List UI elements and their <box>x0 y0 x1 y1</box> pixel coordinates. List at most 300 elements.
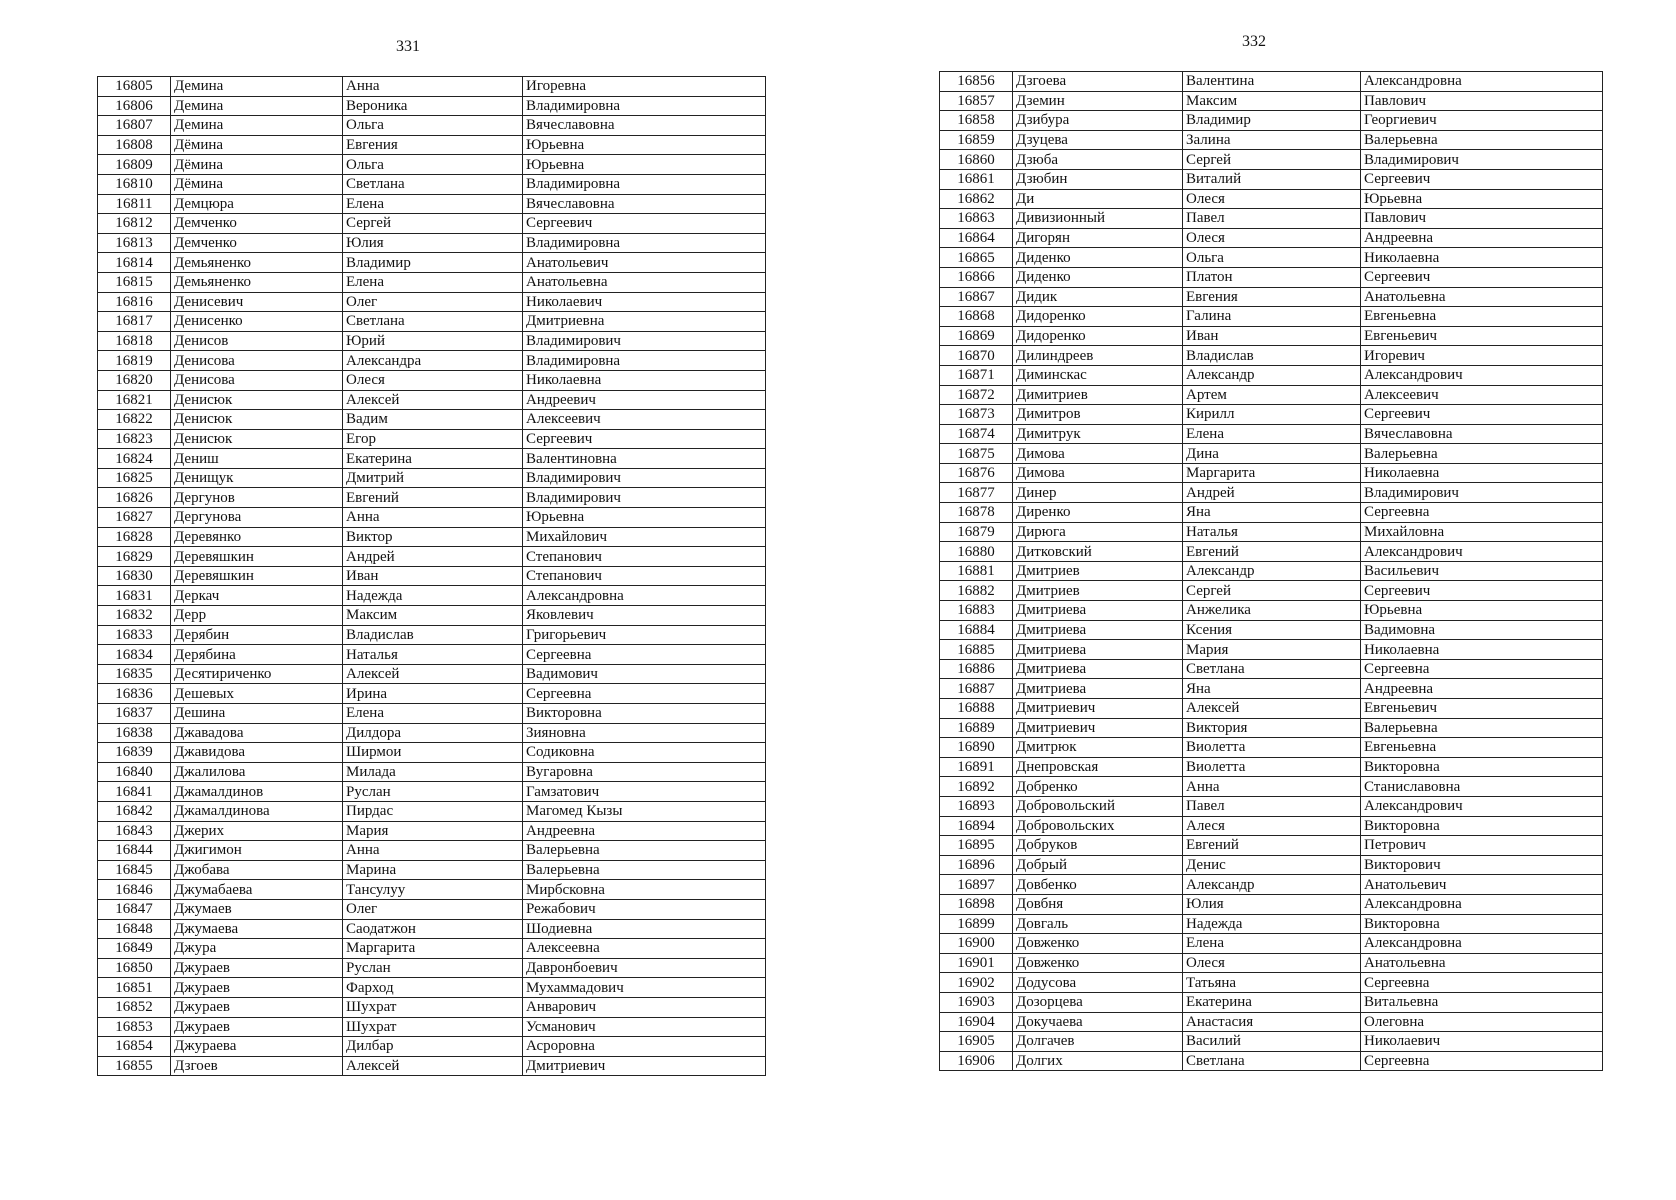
surname-cell: Дергунова <box>171 508 343 528</box>
patronymic-cell: Владимировна <box>523 96 766 116</box>
table-row <box>98 96 766 116</box>
patronymic-cell: Владимирович <box>523 488 766 508</box>
table-row <box>98 429 766 449</box>
surname-cell: Димитров <box>1013 405 1183 425</box>
entry-number-cell: 16822 <box>98 410 171 430</box>
surname-cell: Довбня <box>1013 894 1183 914</box>
entry-number-cell: 16816 <box>98 292 171 312</box>
given-name-cell: Анна <box>343 77 523 97</box>
surname-cell: Джумаев <box>171 899 343 919</box>
entry-number-cell: 16809 <box>98 155 171 175</box>
entry-number-cell: 16889 <box>940 718 1013 738</box>
surname-cell: Денисевич <box>171 292 343 312</box>
surname-cell: Дземин <box>1013 91 1183 111</box>
patronymic-cell: Станиславовна <box>1361 777 1603 797</box>
table-row <box>940 973 1603 993</box>
patronymic-cell: Анварович <box>523 997 766 1017</box>
patronymic-cell: Юрьевна <box>523 135 766 155</box>
given-name-cell: Павел <box>1183 209 1361 229</box>
given-name-cell: Евгений <box>1183 542 1361 562</box>
surname-cell: Диренко <box>1013 503 1183 523</box>
given-name-cell: Маргарита <box>343 939 523 959</box>
patronymic-cell: Мухаммадович <box>523 978 766 998</box>
entry-number-cell: 16834 <box>98 645 171 665</box>
patronymic-cell: Валерьевна <box>523 841 766 861</box>
surname-cell: Джобава <box>171 860 343 880</box>
entry-number-cell: 16870 <box>940 346 1013 366</box>
patronymic-cell: Николаевич <box>1361 1032 1603 1052</box>
entry-number-cell: 16838 <box>98 723 171 743</box>
surname-cell: Димитрук <box>1013 424 1183 444</box>
patronymic-cell: Валерьевна <box>1361 130 1603 150</box>
surname-cell: Дешевых <box>171 684 343 704</box>
entry-number-cell: 16901 <box>940 953 1013 973</box>
patronymic-cell: Владимировна <box>523 174 766 194</box>
given-name-cell: Алеся <box>1183 816 1361 836</box>
entry-number-cell: 16820 <box>98 370 171 390</box>
surname-cell: Дивизионный <box>1013 209 1183 229</box>
patronymic-cell: Юрьевна <box>523 155 766 175</box>
patronymic-cell: Владимирович <box>1361 150 1603 170</box>
surname-cell: Денисова <box>171 351 343 371</box>
surname-cell: Дёмина <box>171 174 343 194</box>
entry-number-cell: 16897 <box>940 875 1013 895</box>
table-row <box>98 997 766 1017</box>
entry-number-cell: 16886 <box>940 659 1013 679</box>
given-name-cell: Иван <box>1183 326 1361 346</box>
entry-number-cell: 16819 <box>98 351 171 371</box>
given-name-cell: Олег <box>343 899 523 919</box>
patronymic-cell: Евгеньевич <box>1361 699 1603 719</box>
surname-cell: Долгих <box>1013 1051 1183 1071</box>
patronymic-cell: Дмитриевич <box>523 1056 766 1076</box>
given-name-cell: Платон <box>1183 267 1361 287</box>
surname-cell: Димова <box>1013 444 1183 464</box>
surname-cell: Демина <box>171 116 343 136</box>
entry-number-cell: 16811 <box>98 194 171 214</box>
given-name-cell: Олеся <box>1183 228 1361 248</box>
patronymic-cell: Усманович <box>523 1017 766 1037</box>
given-name-cell: Александра <box>343 351 523 371</box>
patronymic-cell: Александровна <box>1361 72 1603 92</box>
given-name-cell: Мария <box>343 821 523 841</box>
table-row <box>940 522 1603 542</box>
entry-number-cell: 16900 <box>940 934 1013 954</box>
table-row <box>940 855 1603 875</box>
table-row <box>940 365 1603 385</box>
patronymic-cell: Сергеевич <box>1361 405 1603 425</box>
given-name-cell: Мария <box>1183 640 1361 660</box>
entry-number-cell: 16851 <box>98 978 171 998</box>
entry-number-cell: 16878 <box>940 503 1013 523</box>
surname-cell: Довженко <box>1013 953 1183 973</box>
table-row <box>940 934 1603 954</box>
given-name-cell: Залина <box>1183 130 1361 150</box>
patronymic-cell: Мирбсковна <box>523 880 766 900</box>
given-name-cell: Владимир <box>343 253 523 273</box>
given-name-cell: Наталья <box>343 645 523 665</box>
table-row <box>98 743 766 763</box>
table-row <box>940 346 1603 366</box>
patronymic-cell: Анатольевич <box>1361 875 1603 895</box>
table-row <box>98 488 766 508</box>
entry-number-cell: 16823 <box>98 429 171 449</box>
given-name-cell: Денис <box>1183 855 1361 875</box>
table-row <box>98 312 766 332</box>
patronymic-cell: Сергеевна <box>1361 1051 1603 1071</box>
entry-number-cell: 16857 <box>940 91 1013 111</box>
patronymic-cell: Зияновна <box>523 723 766 743</box>
entry-number-cell: 16896 <box>940 855 1013 875</box>
table-row <box>98 684 766 704</box>
surname-cell: Дмитриев <box>1013 581 1183 601</box>
table-row <box>98 449 766 469</box>
table-row <box>98 116 766 136</box>
table-row <box>940 169 1603 189</box>
surname-cell: Десятириченко <box>171 664 343 684</box>
table-row <box>98 625 766 645</box>
table-row <box>940 287 1603 307</box>
given-name-cell: Руслан <box>343 782 523 802</box>
given-name-cell: Светлана <box>343 312 523 332</box>
table-row <box>940 640 1603 660</box>
entry-number-cell: 16885 <box>940 640 1013 660</box>
table-row <box>940 91 1603 111</box>
given-name-cell: Олеся <box>1183 189 1361 209</box>
surname-cell: Деревянко <box>171 527 343 547</box>
entry-number-cell: 16807 <box>98 116 171 136</box>
patronymic-cell: Алексеевич <box>523 410 766 430</box>
patronymic-cell: Андреевна <box>1361 228 1603 248</box>
entry-number-cell: 16902 <box>940 973 1013 993</box>
entry-number-cell: 16850 <box>98 958 171 978</box>
table-row <box>940 1032 1603 1052</box>
entry-number-cell: 16812 <box>98 214 171 234</box>
patronymic-cell: Олеговна <box>1361 1012 1603 1032</box>
table-row <box>940 718 1603 738</box>
entry-number-cell: 16848 <box>98 919 171 939</box>
patronymic-cell: Магомед Кызы <box>523 801 766 821</box>
given-name-cell: Сергей <box>343 214 523 234</box>
surname-cell: Довбенко <box>1013 875 1183 895</box>
table-row <box>940 405 1603 425</box>
patronymic-cell: Евгеньевна <box>1361 738 1603 758</box>
given-name-cell: Василий <box>1183 1032 1361 1052</box>
table-row <box>98 370 766 390</box>
surname-cell: Довгаль <box>1013 914 1183 934</box>
table-row <box>98 468 766 488</box>
table-row <box>940 189 1603 209</box>
given-name-cell: Светлана <box>1183 1051 1361 1071</box>
surname-cell: Джигимон <box>171 841 343 861</box>
patronymic-cell: Сергеевич <box>1361 267 1603 287</box>
surname-cell: Дерр <box>171 606 343 626</box>
table-row <box>940 894 1603 914</box>
patronymic-cell: Валерьевна <box>1361 718 1603 738</box>
patronymic-cell: Давронбоевич <box>523 958 766 978</box>
patronymic-cell: Гамзатович <box>523 782 766 802</box>
patronymic-cell: Алексеевна <box>523 939 766 959</box>
table-row <box>98 880 766 900</box>
surname-cell: Дмитриева <box>1013 601 1183 621</box>
surname-cell: Джумабаева <box>171 880 343 900</box>
patronymic-cell: Михайловна <box>1361 522 1603 542</box>
surname-cell: Дзгоева <box>1013 72 1183 92</box>
given-name-cell: Екатерина <box>1183 992 1361 1012</box>
table-row <box>940 326 1603 346</box>
table-row <box>98 939 766 959</box>
entry-number-cell: 16868 <box>940 307 1013 327</box>
entry-number-cell: 16862 <box>940 189 1013 209</box>
patronymic-cell: Николаевна <box>1361 640 1603 660</box>
patronymic-cell: Андреевна <box>1361 679 1603 699</box>
patronymic-cell: Сергеевич <box>1361 169 1603 189</box>
surname-cell: Дёмина <box>171 155 343 175</box>
given-name-cell: Олег <box>343 292 523 312</box>
surname-cell: Джалилова <box>171 762 343 782</box>
table-row <box>940 757 1603 777</box>
table-row <box>98 331 766 351</box>
given-name-cell: Кирилл <box>1183 405 1361 425</box>
patronymic-cell: Сергеевна <box>523 645 766 665</box>
patronymic-cell: Андреевич <box>523 390 766 410</box>
patronymic-cell: Владимировна <box>523 233 766 253</box>
patronymic-cell: Сергеевич <box>523 429 766 449</box>
surname-cell: Дмитриевич <box>1013 699 1183 719</box>
given-name-cell: Шухрат <box>343 1017 523 1037</box>
table-row <box>98 958 766 978</box>
given-name-cell: Саодатжон <box>343 919 523 939</box>
entry-number-cell: 16844 <box>98 841 171 861</box>
table-row <box>940 620 1603 640</box>
patronymic-cell: Павлович <box>1361 91 1603 111</box>
table-row <box>940 581 1603 601</box>
entry-number-cell: 16852 <box>98 997 171 1017</box>
surname-cell: Деревяшкин <box>171 566 343 586</box>
patronymic-cell: Евгеньевна <box>1361 307 1603 327</box>
patronymic-cell: Павлович <box>1361 209 1603 229</box>
entry-number-cell: 16863 <box>940 209 1013 229</box>
given-name-cell: Виталий <box>1183 169 1361 189</box>
given-name-cell: Руслан <box>343 958 523 978</box>
table-row <box>940 463 1603 483</box>
given-name-cell: Сергей <box>1183 150 1361 170</box>
surname-cell: Денисюк <box>171 390 343 410</box>
table-row <box>940 385 1603 405</box>
patronymic-cell: Валерьевна <box>1361 444 1603 464</box>
entry-number-cell: 16814 <box>98 253 171 273</box>
table-row <box>940 228 1603 248</box>
table-row <box>940 130 1603 150</box>
surname-cell: Денисюк <box>171 429 343 449</box>
patronymic-cell: Владимирович <box>523 331 766 351</box>
given-name-cell: Дилдора <box>343 723 523 743</box>
entry-number-cell: 16905 <box>940 1032 1013 1052</box>
table-row <box>98 664 766 684</box>
surname-cell: Джураев <box>171 978 343 998</box>
patronymic-cell: Дмитриевна <box>523 312 766 332</box>
surname-cell: Диденко <box>1013 267 1183 287</box>
entry-number-cell: 16876 <box>940 463 1013 483</box>
table-row <box>98 606 766 626</box>
patronymic-cell: Сергеевич <box>523 214 766 234</box>
entry-number-cell: 16845 <box>98 860 171 880</box>
table-row <box>98 351 766 371</box>
patronymic-cell: Евгеньевич <box>1361 326 1603 346</box>
entry-number-cell: 16829 <box>98 547 171 567</box>
entry-number-cell: 16891 <box>940 757 1013 777</box>
given-name-cell: Максим <box>343 606 523 626</box>
given-name-cell: Алексей <box>343 1056 523 1076</box>
entry-number-cell: 16887 <box>940 679 1013 699</box>
entry-number-cell: 16873 <box>940 405 1013 425</box>
surname-cell: Дмитриева <box>1013 659 1183 679</box>
table-row <box>940 992 1603 1012</box>
surname-cell: Джерих <box>171 821 343 841</box>
surname-cell: Добруков <box>1013 836 1183 856</box>
table-row <box>98 390 766 410</box>
table-row <box>940 111 1603 131</box>
table-row <box>940 150 1603 170</box>
patronymic-cell: Степанович <box>523 547 766 567</box>
page-number: 331 <box>396 38 420 55</box>
given-name-cell: Валентина <box>1183 72 1361 92</box>
patronymic-cell: Викторовна <box>1361 816 1603 836</box>
given-name-cell: Дилбар <box>343 1037 523 1057</box>
entry-number-cell: 16815 <box>98 272 171 292</box>
entry-number-cell: 16884 <box>940 620 1013 640</box>
surname-cell: Денисов <box>171 331 343 351</box>
patronymic-cell: Асроровна <box>523 1037 766 1057</box>
entry-number-cell: 16866 <box>940 267 1013 287</box>
surname-cell: Денищук <box>171 468 343 488</box>
surname-cell: Димитриев <box>1013 385 1183 405</box>
table-row <box>940 699 1603 719</box>
table-row <box>98 214 766 234</box>
surname-cell: Джумаева <box>171 919 343 939</box>
given-name-cell: Анна <box>1183 777 1361 797</box>
given-name-cell: Владислав <box>1183 346 1361 366</box>
patronymic-cell: Вячеславовна <box>1361 424 1603 444</box>
entry-number-cell: 16835 <box>98 664 171 684</box>
surname-cell: Дмитриева <box>1013 620 1183 640</box>
table-row <box>98 155 766 175</box>
table-row <box>940 601 1603 621</box>
given-name-cell: Елена <box>343 704 523 724</box>
entry-number-cell: 16898 <box>940 894 1013 914</box>
given-name-cell: Марина <box>343 860 523 880</box>
entry-number-cell: 16808 <box>98 135 171 155</box>
entry-number-cell: 16906 <box>940 1051 1013 1071</box>
surname-cell: Демина <box>171 77 343 97</box>
patronymic-cell: Валерьевна <box>523 860 766 880</box>
entry-number-cell: 16832 <box>98 606 171 626</box>
table-row <box>98 292 766 312</box>
patronymic-cell: Юрьевна <box>1361 189 1603 209</box>
given-name-cell: Виолетта <box>1183 738 1361 758</box>
patronymic-cell: Николаевич <box>523 292 766 312</box>
patronymic-cell: Степанович <box>523 566 766 586</box>
given-name-cell: Маргарита <box>1183 463 1361 483</box>
surname-cell: Дерябина <box>171 645 343 665</box>
given-name-cell: Юрий <box>343 331 523 351</box>
given-name-cell: Андрей <box>343 547 523 567</box>
given-name-cell: Надежда <box>343 586 523 606</box>
entry-number-cell: 16880 <box>940 542 1013 562</box>
given-name-cell: Елена <box>1183 424 1361 444</box>
given-name-cell: Вадим <box>343 410 523 430</box>
table-row <box>940 796 1603 816</box>
surname-cell: Дзюба <box>1013 150 1183 170</box>
entry-number-cell: 16849 <box>98 939 171 959</box>
surname-cell: Дмитриев <box>1013 561 1183 581</box>
table-row <box>98 1056 766 1076</box>
entry-number-cell: 16903 <box>940 992 1013 1012</box>
given-name-cell: Ольга <box>1183 248 1361 268</box>
given-name-cell: Владимир <box>1183 111 1361 131</box>
given-name-cell: Алексей <box>1183 699 1361 719</box>
given-name-cell: Александр <box>1183 365 1361 385</box>
entry-number-cell: 16847 <box>98 899 171 919</box>
patronymic-cell: Витальевна <box>1361 992 1603 1012</box>
entry-number-cell: 16831 <box>98 586 171 606</box>
patronymic-cell: Шодиевна <box>523 919 766 939</box>
table-row <box>940 444 1603 464</box>
surname-cell: Демина <box>171 96 343 116</box>
entry-number-cell: 16893 <box>940 796 1013 816</box>
table-row <box>940 836 1603 856</box>
patronymic-cell: Юрьевна <box>1361 601 1603 621</box>
table-row <box>98 586 766 606</box>
surname-cell: Джураева <box>171 1037 343 1057</box>
entry-number-cell: 16856 <box>940 72 1013 92</box>
entry-number-cell: 16842 <box>98 801 171 821</box>
surname-cell: Днепровская <box>1013 757 1183 777</box>
entry-number-cell: 16864 <box>940 228 1013 248</box>
table-row <box>940 209 1603 229</box>
surname-cell: Демцюра <box>171 194 343 214</box>
roster-table <box>97 76 766 1076</box>
patronymic-cell: Содиковна <box>523 743 766 763</box>
table-row <box>98 645 766 665</box>
roster-table <box>939 71 1603 1071</box>
table-row <box>98 860 766 880</box>
patronymic-cell: Анатольевна <box>1361 953 1603 973</box>
entry-number-cell: 16904 <box>940 1012 1013 1032</box>
surname-cell: Дзгоев <box>171 1056 343 1076</box>
surname-cell: Деревяшкин <box>171 547 343 567</box>
surname-cell: Долгачев <box>1013 1032 1183 1052</box>
page-number: 332 <box>1242 33 1266 50</box>
entry-number-cell: 16837 <box>98 704 171 724</box>
patronymic-cell: Сергеевна <box>1361 503 1603 523</box>
patronymic-cell: Вадимович <box>523 664 766 684</box>
entry-number-cell: 16895 <box>940 836 1013 856</box>
given-name-cell: Юлия <box>1183 894 1361 914</box>
surname-cell: Дидик <box>1013 287 1183 307</box>
entry-number-cell: 16826 <box>98 488 171 508</box>
table-row <box>98 508 766 528</box>
surname-cell: Дмитрюк <box>1013 738 1183 758</box>
given-name-cell: Ирина <box>343 684 523 704</box>
entry-number-cell: 16825 <box>98 468 171 488</box>
entry-number-cell: 16872 <box>940 385 1013 405</box>
entry-number-cell: 16853 <box>98 1017 171 1037</box>
surname-cell: Диденко <box>1013 248 1183 268</box>
given-name-cell: Вероника <box>343 96 523 116</box>
surname-cell: Динер <box>1013 483 1183 503</box>
surname-cell: Дзуцева <box>1013 130 1183 150</box>
